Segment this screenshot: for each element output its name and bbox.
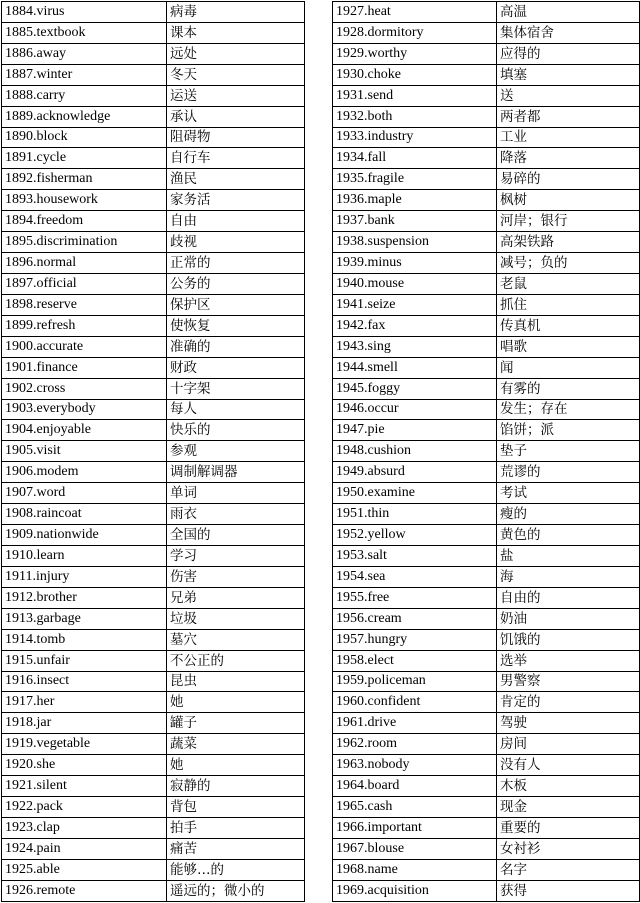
table-row: [2, 2, 305, 23]
vocab-term: 1944.smell: [333, 357, 497, 378]
vocab-term: 1917.her: [2, 692, 167, 713]
vocab-term: 1914.tomb: [2, 629, 167, 650]
vocab-meaning: 雨衣: [167, 504, 305, 525]
table-row: [2, 315, 305, 336]
table-row: [2, 253, 305, 274]
vocab-term: 1884.virus: [2, 2, 167, 23]
table-row: [2, 273, 305, 294]
vocab-term: 1918.jar: [2, 713, 167, 734]
table-row: [2, 169, 305, 190]
vocab-term: 1959.policeman: [333, 671, 497, 692]
vocab-meaning: 垃圾: [167, 608, 305, 629]
vocab-meaning: 河岸；银行: [497, 211, 640, 232]
vocab-meaning: 降落: [497, 148, 640, 169]
vocab-term: 1887.winter: [2, 64, 167, 85]
vocab-meaning: 背包: [167, 797, 305, 818]
table-row: [2, 378, 305, 399]
vocab-meaning: 参观: [167, 441, 305, 462]
vocab-meaning: 木板: [497, 776, 640, 797]
vocab-term: 1894.freedom: [2, 211, 167, 232]
table-row: [333, 315, 640, 336]
table-row: [333, 22, 640, 43]
vocab-meaning: 自由的: [497, 587, 640, 608]
vocab-meaning: 不公正的: [167, 650, 305, 671]
vocab-meaning: 财政: [167, 357, 305, 378]
vocab-meaning: 考试: [497, 483, 640, 504]
table-row: [2, 22, 305, 43]
vocab-meaning: 闻: [497, 357, 640, 378]
vocab-meaning: 枫树: [497, 190, 640, 211]
table-row: [333, 420, 640, 441]
table-row: [333, 64, 640, 85]
vocab-meaning: 肯定的: [497, 692, 640, 713]
vocab-term: 1938.suspension: [333, 232, 497, 253]
vocab-term: 1893.housework: [2, 190, 167, 211]
vocab-meaning: 名字: [497, 859, 640, 880]
table-row: [333, 462, 640, 483]
vocab-meaning: 遥远的；微小的: [167, 880, 305, 901]
vocab-meaning: 自行车: [167, 148, 305, 169]
table-row: [333, 106, 640, 127]
table-row: [2, 148, 305, 169]
table-row: [2, 545, 305, 566]
vocab-term: 1937.bank: [333, 211, 497, 232]
table-row: [333, 608, 640, 629]
vocab-term: 1902.cross: [2, 378, 167, 399]
vocab-meaning: 自由: [167, 211, 305, 232]
vocab-meaning: 垫子: [497, 441, 640, 462]
table-row: [2, 357, 305, 378]
vocab-term: 1962.room: [333, 734, 497, 755]
table-row: [333, 43, 640, 64]
vocab-term: 1956.cream: [333, 608, 497, 629]
vocab-meaning: 渔民: [167, 169, 305, 190]
vocab-term: 1952.yellow: [333, 525, 497, 546]
vocab-meaning: 驾驶: [497, 713, 640, 734]
vocab-meaning: 填塞: [497, 64, 640, 85]
vocab-meaning: 蔬菜: [167, 734, 305, 755]
table-row: [333, 650, 640, 671]
vocab-meaning: 高温: [497, 2, 640, 23]
table-row: [2, 525, 305, 546]
vocab-term: 1931.send: [333, 85, 497, 106]
vocab-term: 1899.refresh: [2, 315, 167, 336]
table-row: [333, 148, 640, 169]
table-row: [333, 253, 640, 274]
vocab-term: 1969.acquisition: [333, 880, 497, 901]
table-row: [2, 127, 305, 148]
vocab-table-right-body: [333, 2, 640, 902]
vocab-term: 1907.word: [2, 483, 167, 504]
vocab-meaning: 正常的: [167, 253, 305, 274]
table-row: [2, 817, 305, 838]
vocab-term: 1928.dormitory: [333, 22, 497, 43]
vocab-meaning: 女衬衫: [497, 838, 640, 859]
vocab-term: 1903.everybody: [2, 399, 167, 420]
vocab-meaning: 盐: [497, 545, 640, 566]
vocab-term: 1922.pack: [2, 797, 167, 818]
vocab-term: 1909.nationwide: [2, 525, 167, 546]
vocab-term: 1919.vegetable: [2, 734, 167, 755]
vocab-term: 1892.fisherman: [2, 169, 167, 190]
vocab-term: 1905.visit: [2, 441, 167, 462]
vocab-term: 1951.thin: [333, 504, 497, 525]
vocab-meaning: 远处: [167, 43, 305, 64]
table-row: [333, 629, 640, 650]
vocab-meaning: 唱歌: [497, 336, 640, 357]
vocab-term: 1926.remote: [2, 880, 167, 901]
vocab-meaning: 选举: [497, 650, 640, 671]
vocab-term: 1940.mouse: [333, 273, 497, 294]
table-row: [2, 399, 305, 420]
vocab-table-left-body: [2, 2, 305, 902]
vocab-meaning: 能够…的: [167, 859, 305, 880]
table-row: [333, 127, 640, 148]
vocab-meaning: 黄色的: [497, 525, 640, 546]
vocab-meaning: 课本: [167, 22, 305, 43]
vocab-meaning: 快乐的: [167, 420, 305, 441]
vocab-term: 1908.raincoat: [2, 504, 167, 525]
table-row: [2, 587, 305, 608]
vocab-term: 1939.minus: [333, 253, 497, 274]
table-row: [333, 859, 640, 880]
vocab-meaning: 她: [167, 755, 305, 776]
vocab-term: 1964.board: [333, 776, 497, 797]
vocab-term: 1950.examine: [333, 483, 497, 504]
vocab-meaning: 昆虫: [167, 671, 305, 692]
vocab-meaning: 保护区: [167, 294, 305, 315]
vocab-meaning: 瘦的: [497, 504, 640, 525]
vocab-term: 1966.important: [333, 817, 497, 838]
vocab-table-right: [332, 1, 640, 902]
table-row: [2, 504, 305, 525]
table-row: [333, 2, 640, 23]
vocab-meaning: 应得的: [497, 43, 640, 64]
vocab-meaning: 调制解调器: [167, 462, 305, 483]
table-row: [2, 650, 305, 671]
vocab-term: 1913.garbage: [2, 608, 167, 629]
table-row: [333, 755, 640, 776]
vocab-meaning: 传真机: [497, 315, 640, 336]
vocab-meaning: 送: [497, 85, 640, 106]
table-row: [333, 776, 640, 797]
vocab-meaning: 馅饼；派: [497, 420, 640, 441]
vocab-term: 1929.worthy: [333, 43, 497, 64]
table-row: [2, 232, 305, 253]
vocab-meaning: 荒谬的: [497, 462, 640, 483]
vocab-meaning: 工业: [497, 127, 640, 148]
vocab-term: 1911.injury: [2, 566, 167, 587]
vocab-term: 1932.both: [333, 106, 497, 127]
table-row: [333, 566, 640, 587]
vocab-term: 1927.heat: [333, 2, 497, 23]
vocab-term: 1936.maple: [333, 190, 497, 211]
vocab-term: 1960.confident: [333, 692, 497, 713]
table-row: [2, 420, 305, 441]
vocab-term: 1957.hungry: [333, 629, 497, 650]
vocab-term: 1925.able: [2, 859, 167, 880]
vocab-term: 1953.salt: [333, 545, 497, 566]
vocab-meaning: 公务的: [167, 273, 305, 294]
table-row: [333, 545, 640, 566]
vocab-meaning: 承认: [167, 106, 305, 127]
table-row: [333, 797, 640, 818]
table-row: [2, 294, 305, 315]
vocab-meaning: 冬天: [167, 64, 305, 85]
vocab-term: 1900.accurate: [2, 336, 167, 357]
table-row: [333, 378, 640, 399]
vocab-meaning: 发生；存在: [497, 399, 640, 420]
table-row: [2, 713, 305, 734]
vocab-term: 1955.free: [333, 587, 497, 608]
vocab-term: 1947.pie: [333, 420, 497, 441]
vocab-meaning: 奶油: [497, 608, 640, 629]
table-row: [333, 692, 640, 713]
vocab-meaning: 兄弟: [167, 587, 305, 608]
vocab-meaning: 有雾的: [497, 378, 640, 399]
table-row: [2, 566, 305, 587]
vocab-term: 1891.cycle: [2, 148, 167, 169]
vocab-term: 1963.nobody: [333, 755, 497, 776]
table-row: [2, 755, 305, 776]
table-row: [333, 483, 640, 504]
table-row: [333, 232, 640, 253]
vocab-term: 1949.absurd: [333, 462, 497, 483]
table-row: [2, 671, 305, 692]
vocab-term: 1954.sea: [333, 566, 497, 587]
vocab-term: 1898.reserve: [2, 294, 167, 315]
vocab-term: 1910.learn: [2, 545, 167, 566]
table-row: [2, 64, 305, 85]
table-row: [333, 838, 640, 859]
vocab-term: 1946.occur: [333, 399, 497, 420]
vocab-meaning: 获得: [497, 880, 640, 901]
table-row: [333, 399, 640, 420]
vocab-meaning: 罐子: [167, 713, 305, 734]
table-row: [333, 357, 640, 378]
vocab-meaning: 十字架: [167, 378, 305, 399]
vocab-term: 1896.normal: [2, 253, 167, 274]
table-row: [2, 692, 305, 713]
table-row: [2, 43, 305, 64]
table-row: [333, 190, 640, 211]
vocab-term: 1885.textbook: [2, 22, 167, 43]
vocab-meaning: 减号；负的: [497, 253, 640, 274]
vocab-meaning: 她: [167, 692, 305, 713]
vocab-term: 1941.seize: [333, 294, 497, 315]
table-row: [333, 587, 640, 608]
vocab-meaning: 墓穴: [167, 629, 305, 650]
table-row: [2, 608, 305, 629]
vocab-meaning: 单词: [167, 483, 305, 504]
vocab-table-left: [1, 1, 305, 902]
table-row: [2, 797, 305, 818]
table-row: [2, 462, 305, 483]
table-row: [333, 169, 640, 190]
vocab-term: 1904.enjoyable: [2, 420, 167, 441]
vocab-term: 1935.fragile: [333, 169, 497, 190]
table-row: [333, 713, 640, 734]
vocab-term: 1906.modem: [2, 462, 167, 483]
table-row: [2, 85, 305, 106]
vocab-term: 1916.insect: [2, 671, 167, 692]
vocab-meaning: 阻碍物: [167, 127, 305, 148]
table-row: [2, 336, 305, 357]
table-row: [333, 734, 640, 755]
vocab-meaning: 抓住: [497, 294, 640, 315]
table-row: [2, 734, 305, 755]
vocab-meaning: 准确的: [167, 336, 305, 357]
vocab-term: 1968.name: [333, 859, 497, 880]
vocab-meaning: 重要的: [497, 817, 640, 838]
vocab-term: 1934.fall: [333, 148, 497, 169]
vocab-term: 1965.cash: [333, 797, 497, 818]
vocab-meaning: 歧视: [167, 232, 305, 253]
table-row: [333, 504, 640, 525]
table-row: [2, 629, 305, 650]
table-row: [333, 336, 640, 357]
vocab-meaning: 现金: [497, 797, 640, 818]
table-row: [2, 483, 305, 504]
vocab-term: 1923.clap: [2, 817, 167, 838]
table-row: [333, 671, 640, 692]
vocab-term: 1901.finance: [2, 357, 167, 378]
vocab-meaning: 易碎的: [497, 169, 640, 190]
table-row: [333, 880, 640, 901]
vocab-term: 1948.cushion: [333, 441, 497, 462]
vocab-term: 1924.pain: [2, 838, 167, 859]
vocab-meaning: 学习: [167, 545, 305, 566]
table-row: [333, 294, 640, 315]
vocab-term: 1961.drive: [333, 713, 497, 734]
vocab-meaning: 伤害: [167, 566, 305, 587]
vocab-meaning: 饥饿的: [497, 629, 640, 650]
vocab-meaning: 没有人: [497, 755, 640, 776]
vocab-term: 1888.carry: [2, 85, 167, 106]
vocab-meaning: 高架铁路: [497, 232, 640, 253]
vocab-term: 1942.fax: [333, 315, 497, 336]
vocab-term: 1943.sing: [333, 336, 497, 357]
vocab-meaning: 使恢复: [167, 315, 305, 336]
table-row: [2, 776, 305, 797]
vocab-meaning: 家务活: [167, 190, 305, 211]
vocab-meaning: 全国的: [167, 525, 305, 546]
table-row: [2, 880, 305, 901]
table-row: [333, 211, 640, 232]
vocab-meaning: 寂静的: [167, 776, 305, 797]
vocab-term: 1897.official: [2, 273, 167, 294]
vocab-term: 1930.choke: [333, 64, 497, 85]
vocab-term: 1890.block: [2, 127, 167, 148]
vocab-meaning: 海: [497, 566, 640, 587]
vocab-meaning: 痛苦: [167, 838, 305, 859]
vocab-term: 1889.acknowledge: [2, 106, 167, 127]
table-row: [2, 441, 305, 462]
table-row: [333, 441, 640, 462]
vocab-meaning: 运送: [167, 85, 305, 106]
vocab-term: 1886.away: [2, 43, 167, 64]
vocab-meaning: 老鼠: [497, 273, 640, 294]
vocab-term: 1945.foggy: [333, 378, 497, 399]
table-row: [2, 838, 305, 859]
vocab-meaning: 男警察: [497, 671, 640, 692]
vocab-meaning: 房间: [497, 734, 640, 755]
vocab-term: 1895.discrimination: [2, 232, 167, 253]
table-row: [333, 525, 640, 546]
vocab-term: 1967.blouse: [333, 838, 497, 859]
table-row: [2, 190, 305, 211]
table-row: [333, 85, 640, 106]
vocab-meaning: 每人: [167, 399, 305, 420]
table-row: [2, 106, 305, 127]
vocab-meaning: 两者都: [497, 106, 640, 127]
table-row: [2, 211, 305, 232]
vocab-meaning: 拍手: [167, 817, 305, 838]
vocab-term: 1912.brother: [2, 587, 167, 608]
vocab-term: 1958.elect: [333, 650, 497, 671]
table-row: [333, 273, 640, 294]
vocab-meaning: 病毒: [167, 2, 305, 23]
vocab-term: 1920.she: [2, 755, 167, 776]
table-row: [333, 817, 640, 838]
vocab-term: 1915.unfair: [2, 650, 167, 671]
vocab-meaning: 集体宿舍: [497, 22, 640, 43]
table-row: [2, 859, 305, 880]
vocab-term: 1921.silent: [2, 776, 167, 797]
vocab-term: 1933.industry: [333, 127, 497, 148]
